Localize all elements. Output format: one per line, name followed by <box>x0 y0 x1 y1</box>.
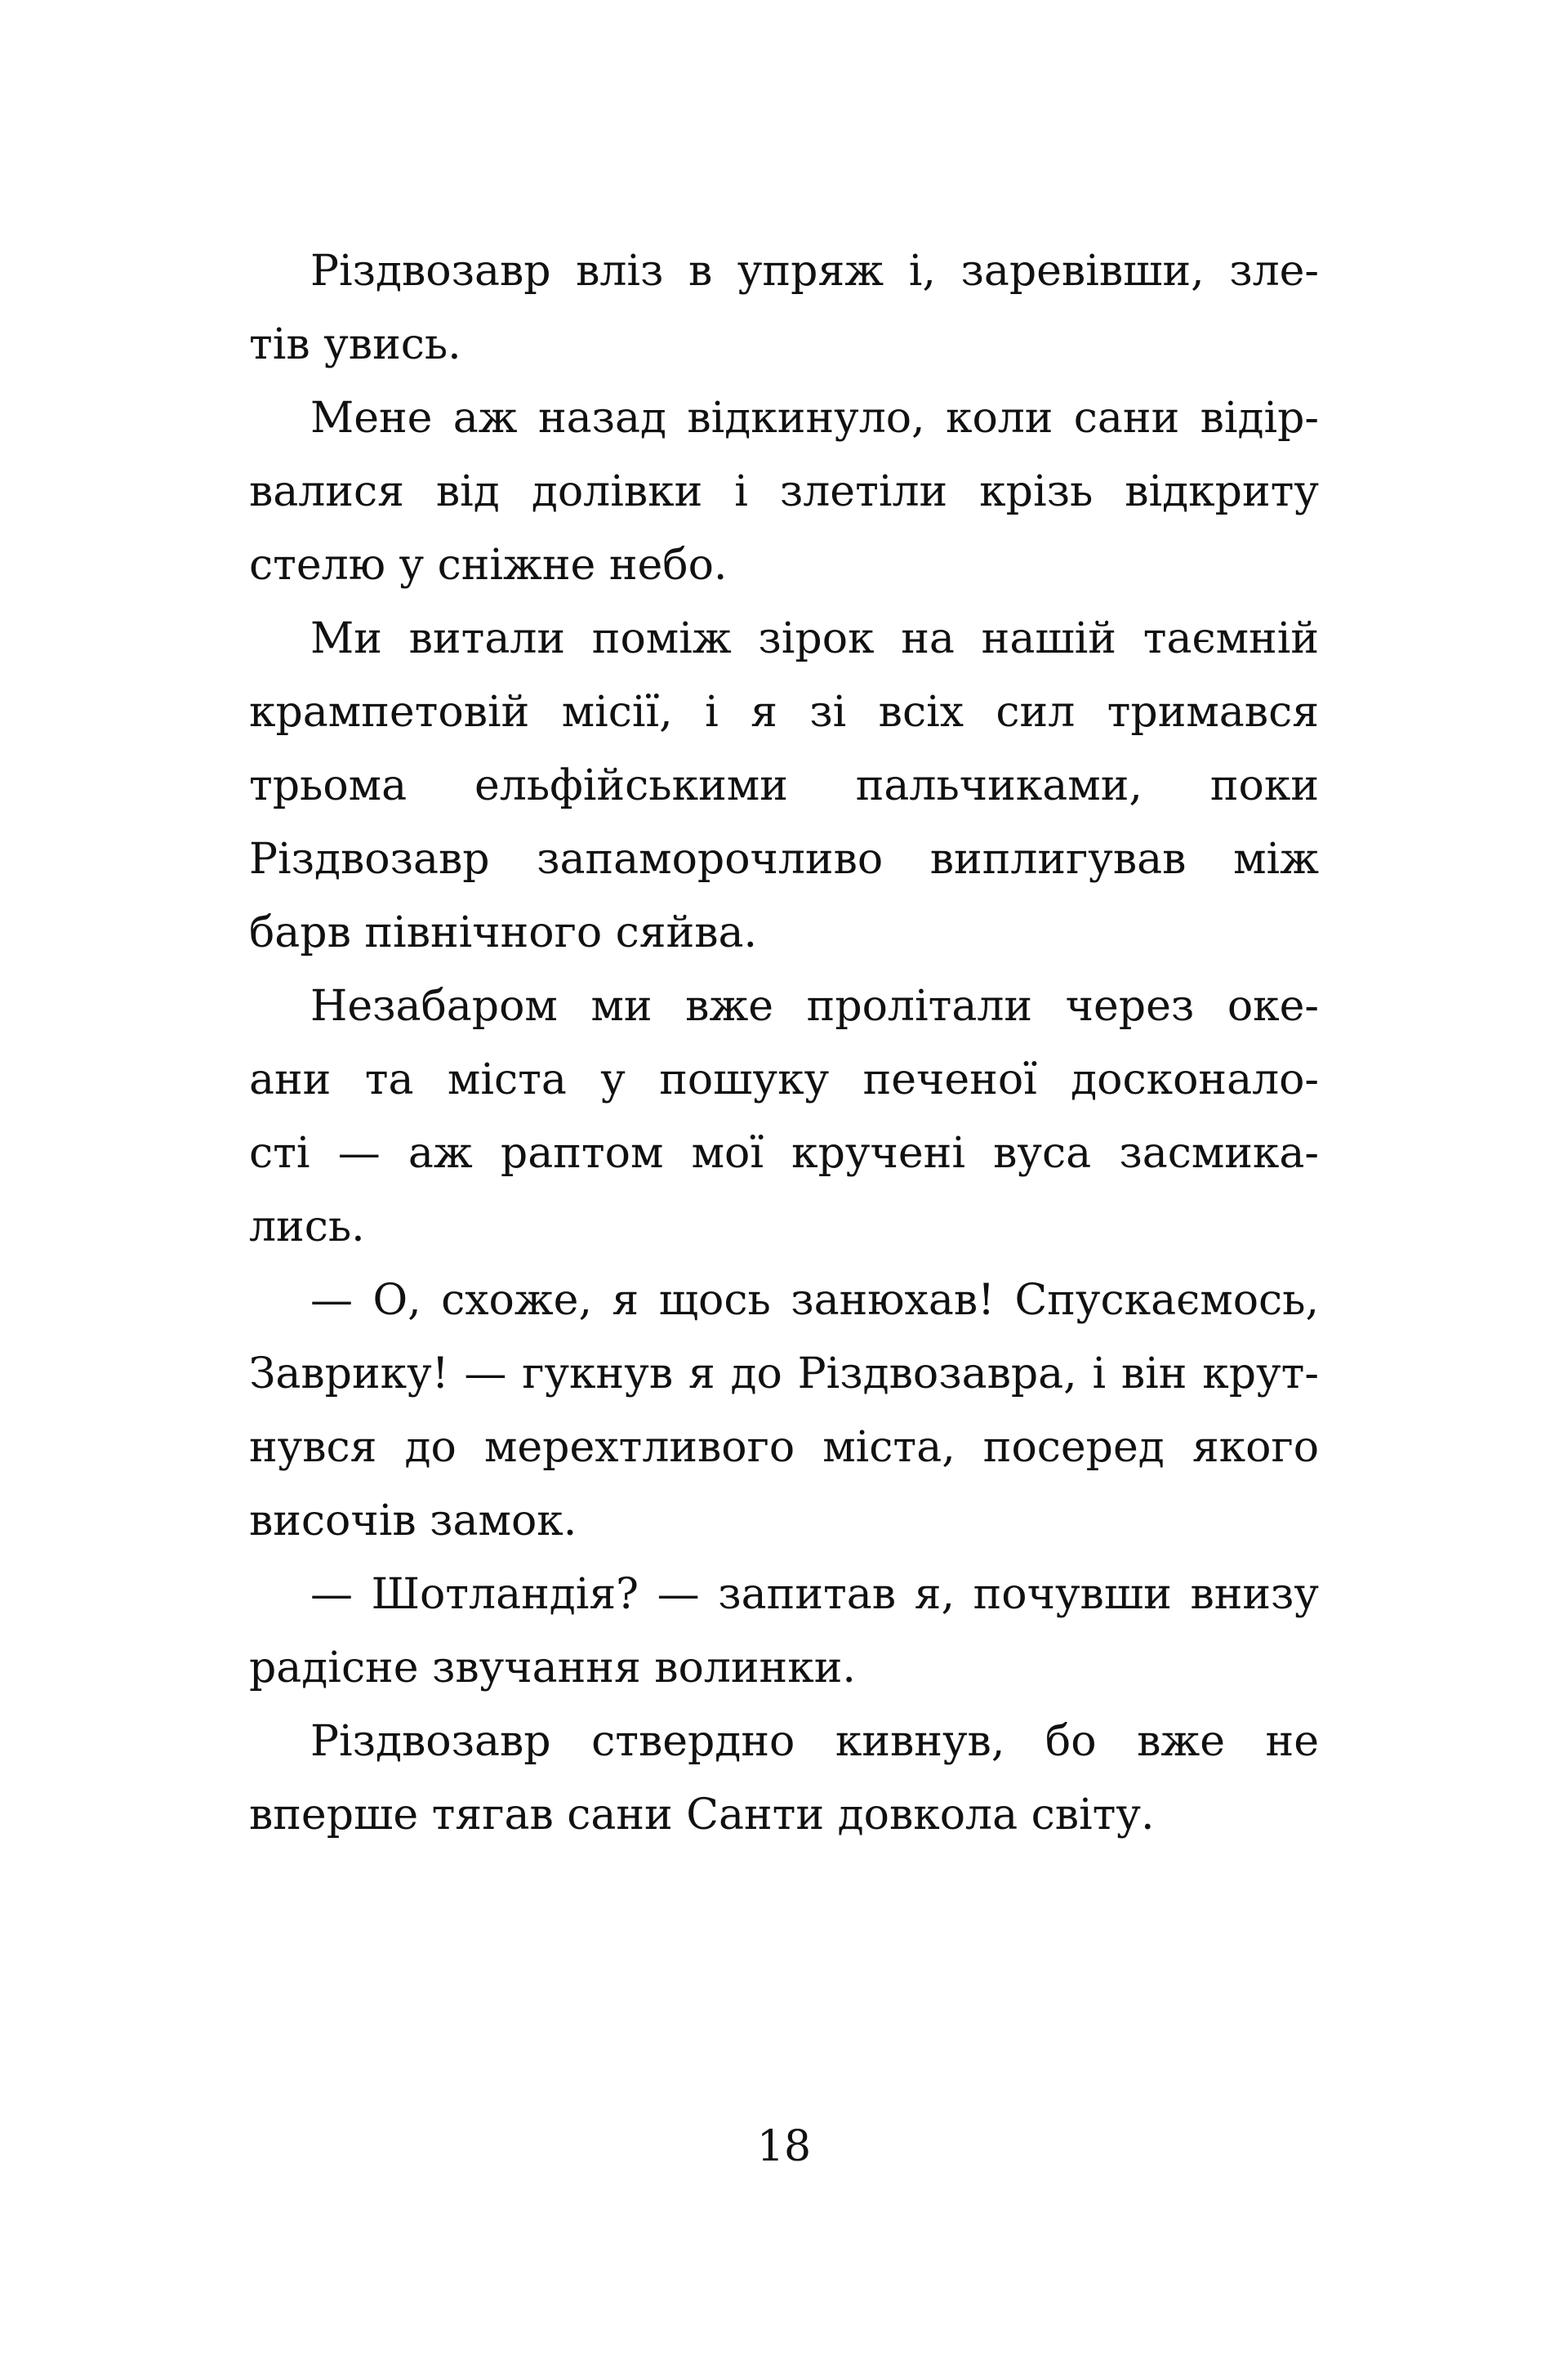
text-line: вперше тягав сани Санти довкола світу. <box>249 1790 1155 1840</box>
text-line: Різдвозавр ствердно кивнув, бо вже не <box>310 1717 1319 1766</box>
text-line: сті — аж раптом мої кручені вуса засмика- <box>249 1129 1319 1178</box>
text-line: Ми витали поміж зірок на нашій таємній <box>310 614 1319 663</box>
paragraph-2 <box>249 381 1319 602</box>
text-line: барв північного сяйва. <box>249 908 758 957</box>
text-line: тів увись. <box>249 320 461 369</box>
paragraph-3 <box>249 602 1319 970</box>
text-line: Заврику! — гукнув я до Різдвозавра, і він крут- <box>249 1349 1319 1398</box>
text-line: — О, схоже, я щось занюхав! Спускаємось, <box>310 1276 1319 1325</box>
text-line: — Шотландія? — запитав я, почувши внизу <box>310 1570 1319 1619</box>
text-line: трьома ельфійськими пальчиками, поки <box>249 761 1319 810</box>
text-line: нувся до мерехтливого міста, посеред якого <box>249 1423 1319 1472</box>
text-line: радісне звучання волинки. <box>249 1643 856 1692</box>
body-text <box>249 234 1319 1852</box>
paragraph-7 <box>249 1705 1319 1852</box>
text-line: стелю у сніжне небо. <box>249 541 728 590</box>
text-line: валися від долівки і злетіли крізь відкриту <box>249 467 1319 516</box>
text-line: ани та міста у пошуку печеної досконало- <box>249 1055 1319 1104</box>
paragraph-4 <box>249 970 1319 1264</box>
text-line: лись. <box>249 1202 365 1251</box>
paragraph-1 <box>249 234 1319 381</box>
text-line: крампетовій місії, і я зі всіх сил тримався <box>249 688 1319 737</box>
paragraph-6 <box>249 1558 1319 1705</box>
text-line: височів замок. <box>249 1496 577 1545</box>
text-line: Різдвозавр вліз в упряж і, заревівши, зле- <box>310 247 1319 296</box>
text-line: Різдвозавр запаморочливо виплигував між <box>249 835 1319 884</box>
page-number: 18 <box>756 2122 812 2171</box>
paragraph-5 <box>249 1264 1319 1558</box>
text-line: Незабаром ми вже пролітали через оке- <box>310 982 1319 1031</box>
text-line: Мене аж назад відкинуло, коли сани відір- <box>310 394 1319 443</box>
